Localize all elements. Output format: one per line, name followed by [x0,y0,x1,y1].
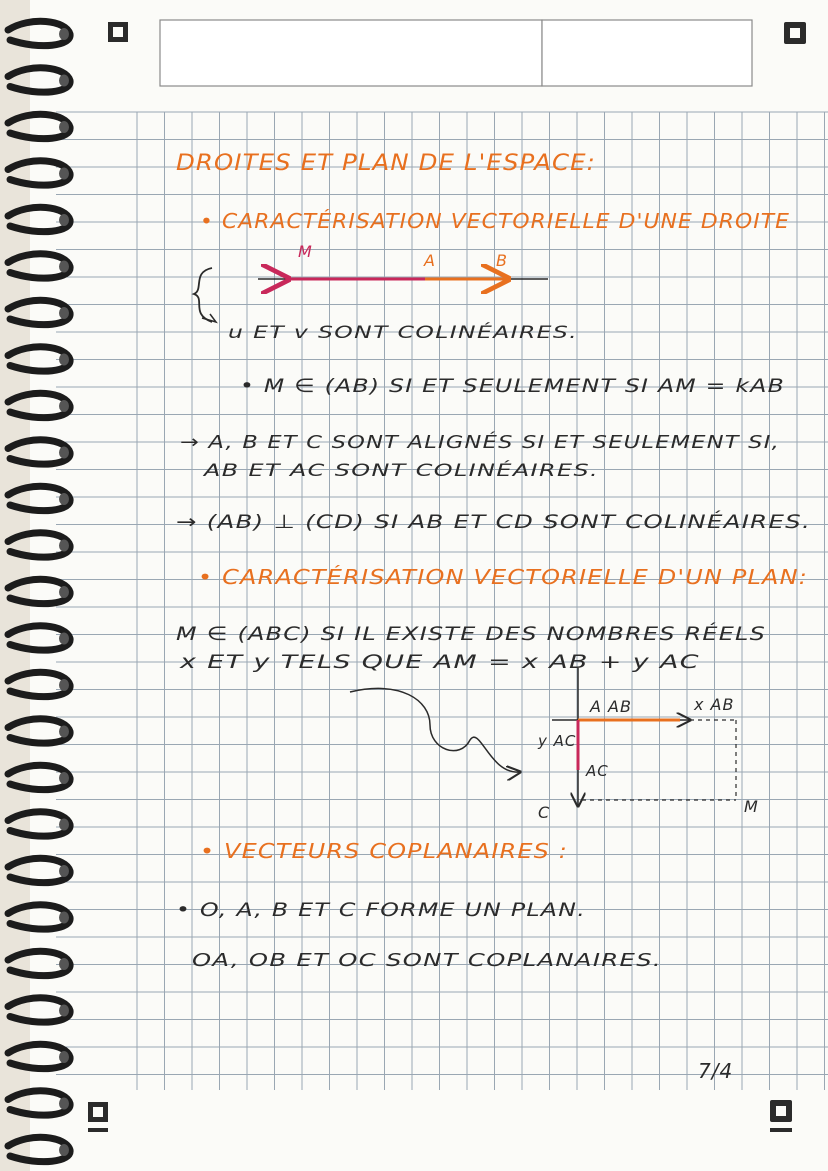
binding-hole [59,1005,69,1017]
binding-hole [59,726,69,738]
text-line: → (AB) ⊥ (CD) SI AB ET CD SONT COLINÉAIRES. [176,511,670,533]
binding-hole [59,447,69,459]
header-box-left [160,20,542,86]
figure-label: AC [586,762,609,780]
text-line: x ET y TELS QUE AM = x AB + y AC [178,651,700,673]
section-heading-coplanaires: • VECTEURS COPLANAIRES : [200,839,568,863]
binding-hole [59,1098,69,1110]
section-heading-droite: • CARACTÉRISATION VECTORIELLE D'UNE DROITE [200,209,790,233]
point-label-a: A [424,251,436,270]
figure-label: A AB [590,697,632,716]
figure-label: M [744,797,759,816]
page-number: 7/4 [698,1059,734,1083]
binding-hole [59,633,69,645]
text-line: • O, A, B ET C FORME UN PLAN. [176,899,586,921]
point-label-m: M [298,242,313,261]
header-box-right [542,20,752,86]
page-title: DROITES ET PLAN DE L'ESPACE: [176,151,596,176]
binding-hole [59,912,69,924]
text-line: AB ET AC SONT COLINÉAIRES. [204,461,486,481]
binding-hole [59,958,69,970]
binding-hole [59,493,69,505]
text-line: • M ∈ (AB) SI ET SEULEMENT SI AM = kAB [240,375,785,397]
binding-hole [59,772,69,784]
corner-mark-icon [108,22,128,42]
binding-hole [59,214,69,226]
binding-hole [59,121,69,133]
binding-hole [59,1144,69,1156]
binding-hole [59,1051,69,1063]
binding-hole [59,75,69,87]
binding-hole [59,819,69,831]
figure-label: x AB [694,695,735,714]
text-line: u ET v SONT COLINÉAIRES. [228,323,482,343]
binding-hole [59,586,69,598]
figure-label: C [538,803,551,822]
binding-hole [59,865,69,877]
text-line: M ∈ (ABC) SI IL EXISTE DES NOMBRES RÉELS [176,623,646,645]
corner-mark-icon [784,22,806,44]
binding-hole [59,540,69,552]
binding-hole [59,354,69,366]
text-line: OA, OB ET OC SONT COPLANAIRES. [192,950,662,971]
figure-label: y AC [538,732,577,750]
binding-hole [59,168,69,180]
binding-hole [59,307,69,319]
binding-hole [59,400,69,412]
point-label-b: B [496,251,508,270]
binding-hole [59,28,69,40]
binding-hole [59,679,69,691]
text-line: → A, B ET C SONT ALIGNÉS SI ET SEULEMENT SI, [180,432,661,453]
binding-hole [59,261,69,273]
section-heading-plan: • CARACTÉRISATION VECTORIELLE D'UN PLAN: [198,565,808,589]
